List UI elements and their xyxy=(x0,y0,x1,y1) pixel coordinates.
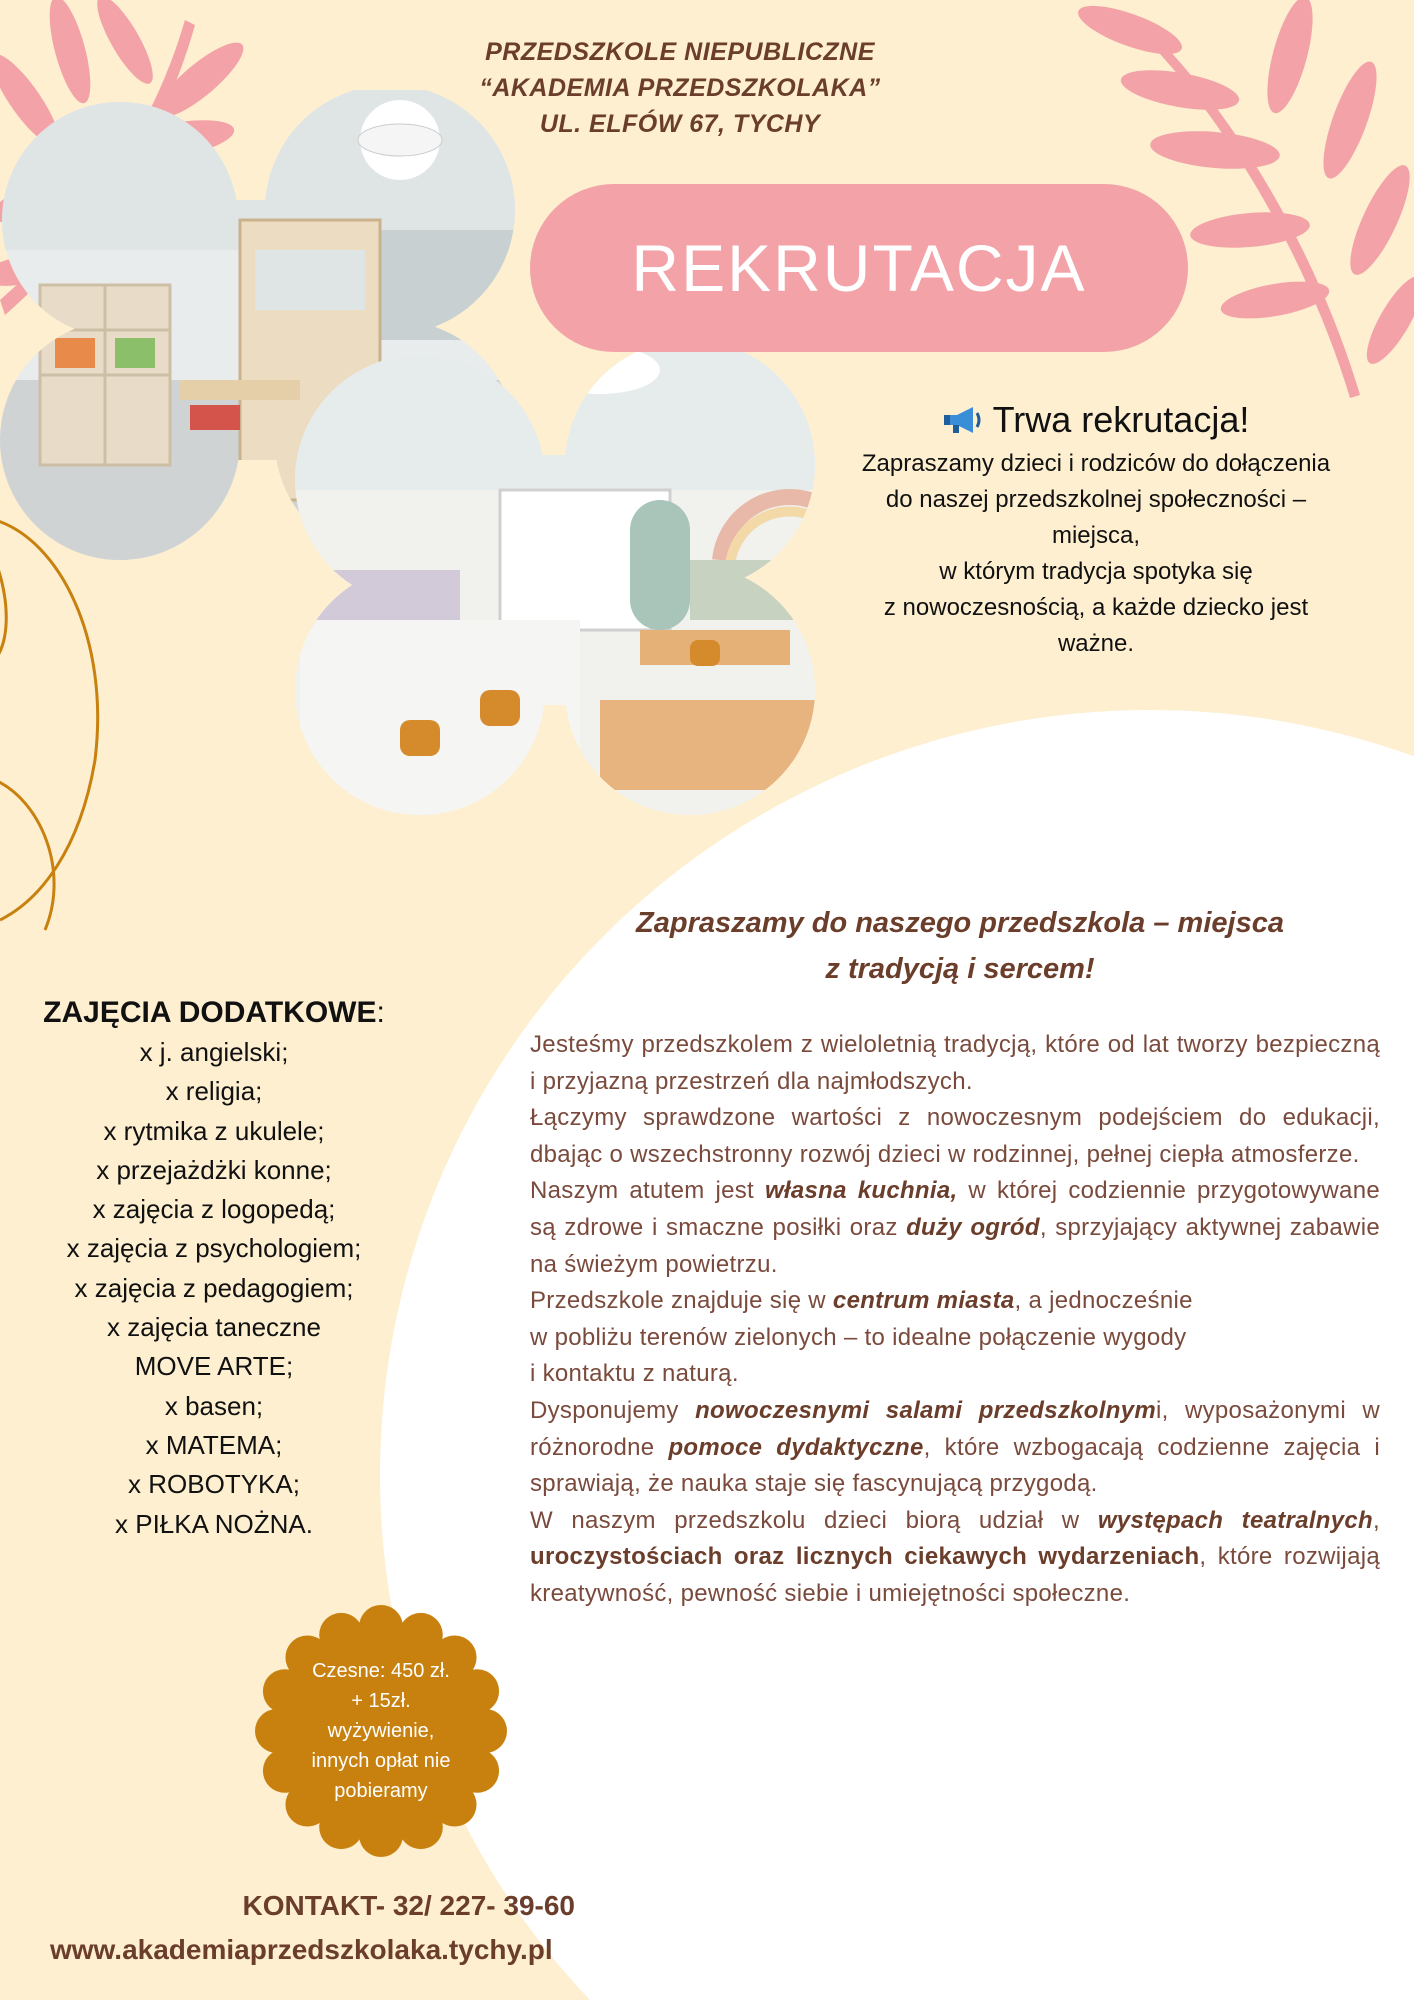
intro-heading-text: Trwa rekrutacja! xyxy=(992,399,1250,440)
activity-item: x basen; xyxy=(164,1390,264,1421)
recruitment-title: REKRUTACJA xyxy=(631,231,1087,305)
school-header xyxy=(420,34,940,142)
fee-text: Czesne: 450 zł. + 15zł. wyżywienie, innych opłat nie pobieramy xyxy=(311,1660,451,1802)
activity-item: x ROBOTYKA; xyxy=(128,1469,300,1500)
paragraph-kitchen: Naszym atutem jest własna kuchnia, w której codziennie przygotowywane są zdrowe i smaczne posiłki oraz duży ogród, sprzyjający aktywnej zabawie na świeżym powietrzu. xyxy=(530,1177,1380,1278)
activity-item: x zajęcia z logopedą; xyxy=(92,1194,336,1225)
activity-item: x zajęcia z pedagogiem; xyxy=(74,1272,354,1303)
fee-badge xyxy=(262,1612,500,1850)
recruitment-banner xyxy=(530,184,1188,352)
gold-swirl xyxy=(0,520,98,930)
main-heading-line1: Zapraszamy do naszego przedszkola – miejsca xyxy=(636,907,1284,939)
intro-line: do naszej przedszkolnej społeczności – xyxy=(885,486,1307,513)
activity-item: x zajęcia z psychologiem; xyxy=(66,1233,362,1264)
activity-item: MOVE ARTE; xyxy=(134,1351,294,1382)
activity-item: x MATEMA; xyxy=(145,1429,283,1460)
intro-line: w którym tradycja spotyka się xyxy=(939,558,1253,585)
paragraph-location: Przedszkole znajduje się w centrum miasta, a jednocześnie w pobliżu terenów zielonych – to idealne połączenie wygody i kontaktu z naturą. xyxy=(530,1287,1193,1388)
paragraph-events: W naszym przedszkolu dzieci biorą udział w występach teatralnych, uroczystościach oraz licznych ciekawych wydarzeniach, które rozwijają kreatywność, pewność siebie i umiejętności społeczne. xyxy=(530,1506,1380,1607)
activity-item: x zajęcia taneczne xyxy=(107,1312,321,1343)
contact-website[interactable]: www.akademiaprzedszkolaka.tychy.pl xyxy=(50,1934,553,1965)
activity-item: x PIŁKA NOŻNA. xyxy=(115,1508,313,1539)
megaphone-icon xyxy=(943,405,983,435)
activity-item: x j. angielski; xyxy=(139,1037,289,1067)
school-type: PRZEDSZKOLE NIEPUBLICZNE xyxy=(485,38,875,66)
paragraph-values: Łączymy sprawdzone wartości z nowoczesnym podejściem do edukacji, dbając o wszechstronny rozwój dzieci w rodzinnej, pełnej ciepła atmosferze. xyxy=(530,1104,1380,1168)
extra-activities-heading: ZAJĘCIA DODATKOWE: xyxy=(43,996,385,1029)
intro-heading xyxy=(816,396,1376,444)
contact-phone: KONTAKT- 32/ 227- 39-60 xyxy=(242,1890,575,1921)
intro-section xyxy=(816,396,1376,662)
intro-line: z nowoczesnością, a każde dziecko jest xyxy=(883,594,1309,621)
paragraph-tradition: Jesteśmy przedszkolem z wieloletnią tradycją, które od lat tworzy bezpieczną i przyjazną przestrzeń dla najmłodszych. xyxy=(530,1031,1380,1095)
intro-line: Zapraszamy dzieci i rodziców do dołączenia xyxy=(861,450,1331,477)
school-address: UL. ELFÓW 67, TYCHY xyxy=(539,110,821,138)
intro-line: miejsca, xyxy=(1051,522,1141,549)
intro-line: ważne. xyxy=(1057,630,1135,657)
activity-item: x rytmika z ukulele; xyxy=(103,1115,325,1146)
intro-text xyxy=(816,446,1376,662)
school-name: “AKADEMIA PRZEDSZKOLAKA” xyxy=(479,74,881,102)
activity-item: x religia; xyxy=(165,1076,263,1107)
main-body xyxy=(530,1027,1380,1613)
main-heading-line2: z tradycją i sercem! xyxy=(825,953,1095,985)
photo-classroom-tables xyxy=(290,320,850,840)
activity-item: x przejażdżki konne; xyxy=(96,1154,332,1185)
paragraph-rooms: Dysponujemy nowoczesnymi salami przedszkolnymi, wyposażonymi w różnorodne pomoce dydaktyczne, które wzbogacają codzienne zajęcia i sprawiają, że nauka staje się fascynującą przygodą. xyxy=(530,1396,1380,1498)
contact-section xyxy=(50,1884,580,1972)
main-heading xyxy=(560,900,1360,992)
extra-activities xyxy=(14,993,414,1544)
